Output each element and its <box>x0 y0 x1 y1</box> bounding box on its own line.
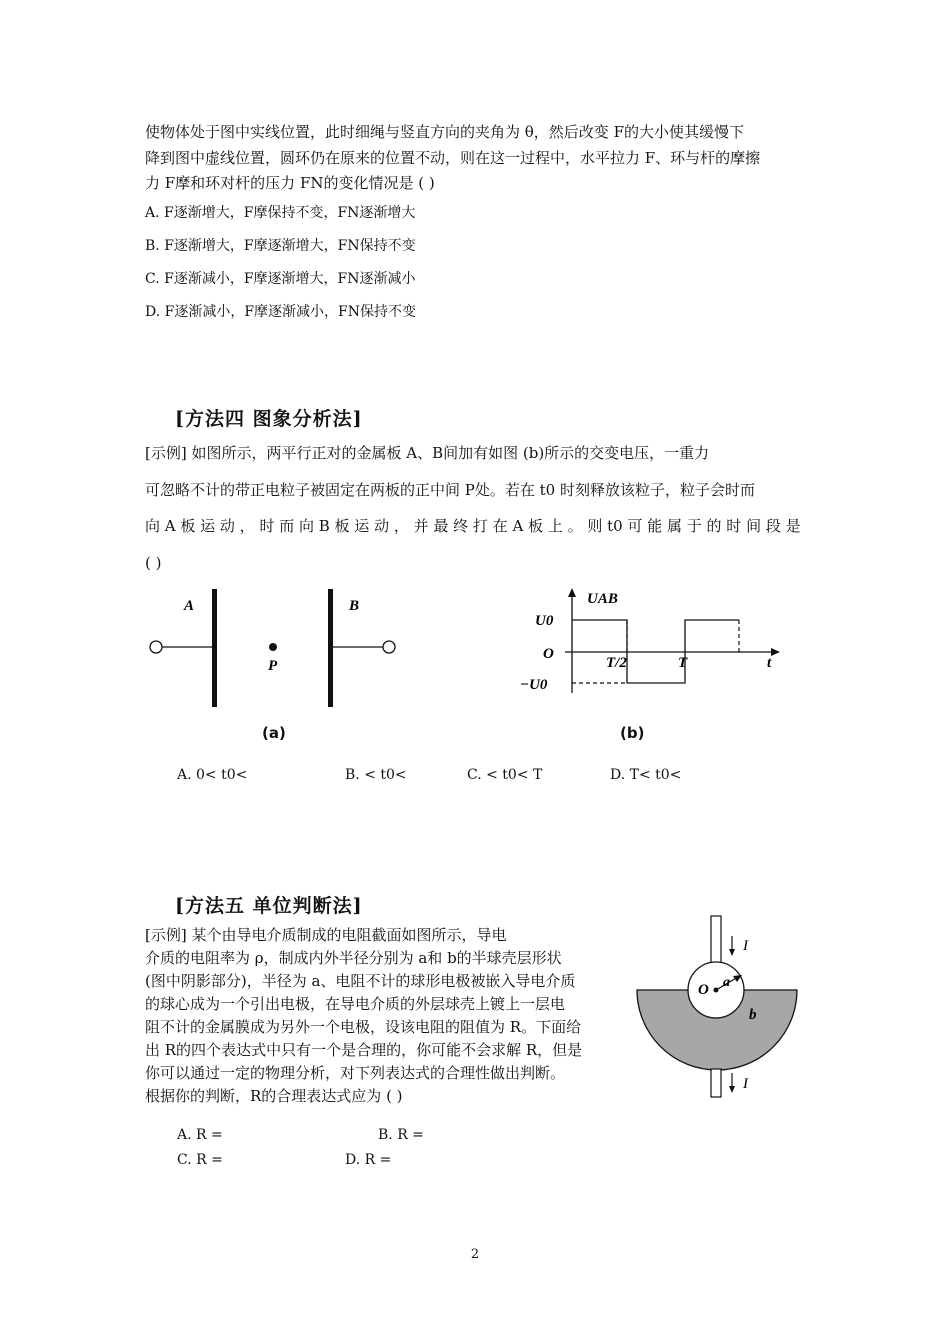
plate-a-label: A <box>184 598 195 614</box>
method4-option-d: D. T< t0< <box>610 767 682 783</box>
method4-option-a: A. 0< t0< <box>177 767 248 783</box>
q1-option-d: D. F逐渐减小，F摩逐渐减小，FN保持不变 <box>145 304 417 320</box>
figure-b-voltage-graph <box>515 585 785 695</box>
figure-a-parallel-plates <box>140 585 410 715</box>
method4-heading: [方法四 图象分析法] <box>175 408 363 430</box>
method4-line-4: ( ) <box>145 554 162 572</box>
axis-t-label: t <box>767 655 772 671</box>
q1-option-b: B. F逐渐增大，F摩逐渐增大，FN保持不变 <box>145 238 416 254</box>
method5-option-a: A. R = <box>177 1127 223 1143</box>
q1-line-2: 降到图中虚线位置，圆环仍在原来的位置不动，则在这一过程中，水平拉力 F、环与杆的摩擦 <box>145 149 761 167</box>
q1-option-c: C. F逐渐减小，F摩逐渐增大，FN逐渐减小 <box>145 271 416 287</box>
current-label-bottom: I <box>743 1076 748 1092</box>
method4-line-3: 向 A 板 运 动 ， 时 而 向 B 板 运 动 ， 并 最 终 打 在 A 板 上 。 则 t0 可 能 属 于 的 时 间 段 是 <box>145 517 801 535</box>
method5-option-d: D. R = <box>345 1152 392 1168</box>
method4-option-c: C. < t0< T <box>467 767 543 783</box>
method5-option-b: B. R = <box>378 1127 424 1143</box>
period-label: T <box>678 655 688 671</box>
current-label-top: I <box>743 938 748 954</box>
method4-option-b: B. < t0< <box>345 767 407 783</box>
u0-label: U0 <box>535 613 554 629</box>
method5-line-2: 介质的电阻率为 ρ，制成内外半径分别为 a和 b的半球壳层形状 <box>145 949 562 967</box>
half-period-label: T/2 <box>606 655 627 671</box>
resistor-cross-section-figure <box>632 910 807 1100</box>
method5-line-1: [示例] 某个由导电介质制成的电阻截面如图所示，导电 <box>145 926 507 944</box>
method5-line-6: 出 R的四个表达式中只有一个是合理的，你可能不会求解 R，但是 <box>145 1041 583 1059</box>
method5-option-c: C. R = <box>177 1152 223 1168</box>
page-number: 2 <box>470 1247 480 1262</box>
method4-line-2: 可忽略不计的带正电粒子被固定在两板的正中间 P处。若在 t0 时刻释放该粒子，粒子会时而 <box>145 481 755 499</box>
outer-radius-label: b <box>749 1007 757 1023</box>
figure-a-caption: (a) <box>262 724 286 742</box>
method5-line-3: (图中阴影部分)，半径为 a、电阻不计的球形电极被嵌入导电介质 <box>145 972 576 990</box>
method5-heading: [方法五 单位判断法] <box>175 895 363 917</box>
figure-b-caption: (b) <box>620 724 645 742</box>
point-p-label: P <box>268 658 278 674</box>
q1-option-a: A. F逐渐增大，F摩保持不变，FN逐渐增大 <box>145 205 416 221</box>
method5-line-8: 根据你的判断，R的合理表达式应为 ( ) <box>145 1087 403 1105</box>
q1-line-3: 力 F摩和环对杆的压力 FN的变化情况是 ( ) <box>145 174 435 192</box>
inner-radius-label: a <box>723 975 730 990</box>
origin-label: O <box>543 646 554 662</box>
method5-line-4: 的球心成为一个引出电极，在导电介质的外层球壳上镀上一层电 <box>145 995 566 1013</box>
method4-line-1: [示例] 如图所示，两平行正对的金属板 A、B间加有如图 (b)所示的交变电压，一重力 <box>145 444 710 462</box>
q1-line-1: 使物体处于图中实线位置，此时细绳与竖直方向的夹角为 θ，然后改变 F的大小使其缓慢下 <box>145 123 744 141</box>
center-o-label: O <box>698 982 709 998</box>
axis-uab-label: UAB <box>587 591 618 607</box>
neg-u0-label: −U0 <box>520 677 548 693</box>
plate-b-label: B <box>349 598 360 614</box>
method5-line-5: 阻不计的金属膜成为另外一个电极，设该电阻的阻值为 R。下面给 <box>145 1018 582 1036</box>
method5-line-7: 你可以通过一定的物理分析，对下列表达式的合理性做出判断。 <box>145 1064 566 1082</box>
